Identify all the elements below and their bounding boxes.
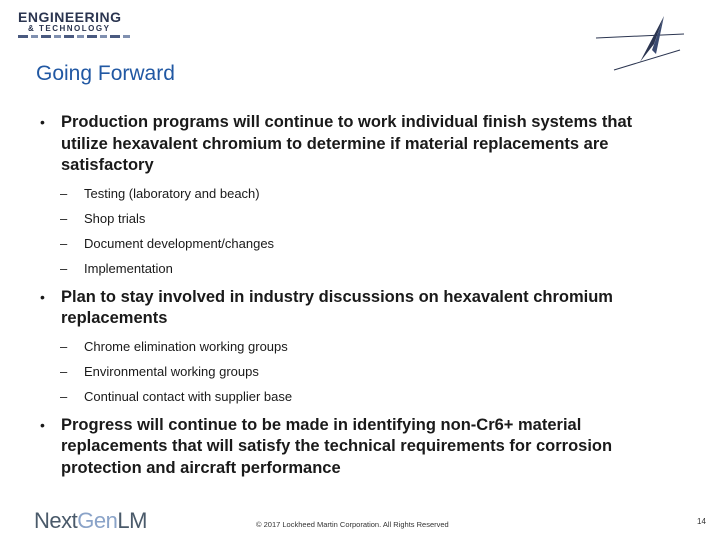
brand-part3: LM xyxy=(117,508,147,533)
sub-bullet-marker: – xyxy=(60,235,68,251)
sub-bullet-item xyxy=(40,186,680,202)
bullet-text: Production programs will continue to work individual finish systems that utilize hexavalent chromium to determine if material replacements are satisfactory xyxy=(61,113,633,174)
sub-bullet-item xyxy=(40,236,680,252)
bullet-item xyxy=(40,112,680,177)
sub-bullet-text: Shop trials xyxy=(84,210,146,226)
sub-bullet-marker: – xyxy=(60,210,68,226)
bullet-marker: • xyxy=(40,288,45,305)
engineering-technology-logo xyxy=(18,10,133,44)
bullet-text: Plan to stay involved in industry discussions on hexavalent chromium replacements xyxy=(61,287,613,327)
sub-bullet-marker: – xyxy=(60,363,68,379)
sub-bullet-item xyxy=(40,389,680,405)
logo-stripe xyxy=(18,35,130,38)
sub-bullet-text: Chrome elimination working groups xyxy=(84,338,288,354)
logo-line1: ENGINEERING xyxy=(18,9,122,25)
sub-bullet-marker: – xyxy=(60,260,68,276)
sub-bullet-text: Environmental working groups xyxy=(84,363,259,379)
sub-bullet-item xyxy=(40,261,680,277)
sub-bullet-text: Implementation xyxy=(84,260,173,276)
logo-line2: & TECHNOLOGY xyxy=(28,24,111,33)
sub-bullet-item xyxy=(40,211,680,227)
lockheed-star-logo-icon xyxy=(594,14,686,72)
copyright-text: © 2017 Lockheed Martin Corporation. All Rights Reserved xyxy=(256,520,449,529)
sub-bullet-item xyxy=(40,339,680,355)
page-number: 14 xyxy=(697,517,706,526)
bullet-text: Progress will continue to be made in identifying non-Cr6+ material replacements that will satisfy the technical requirements for corrosion protection and aircraft performance xyxy=(61,415,613,477)
sub-bullet-marker: – xyxy=(60,388,68,404)
bullet-marker: • xyxy=(40,416,45,433)
sub-bullet-item xyxy=(40,364,680,380)
brand-part1: Next xyxy=(34,508,78,533)
sub-bullet-text: Continual contact with supplier base xyxy=(84,388,293,404)
bullet-item xyxy=(40,415,680,480)
sub-bullet-text: Document development/changes xyxy=(84,235,275,251)
slide-title: Going Forward xyxy=(36,62,175,85)
bullet-marker: • xyxy=(40,114,45,130)
nextgen-lm-logo xyxy=(34,508,147,534)
sub-bullet-marker: – xyxy=(60,338,68,354)
bullet-item xyxy=(40,287,680,330)
sub-bullet-text: Testing (laboratory and beach) xyxy=(84,185,260,201)
sub-bullet-marker: – xyxy=(60,185,68,201)
brand-part2: Gen xyxy=(77,508,118,533)
bullet-list xyxy=(40,112,680,479)
